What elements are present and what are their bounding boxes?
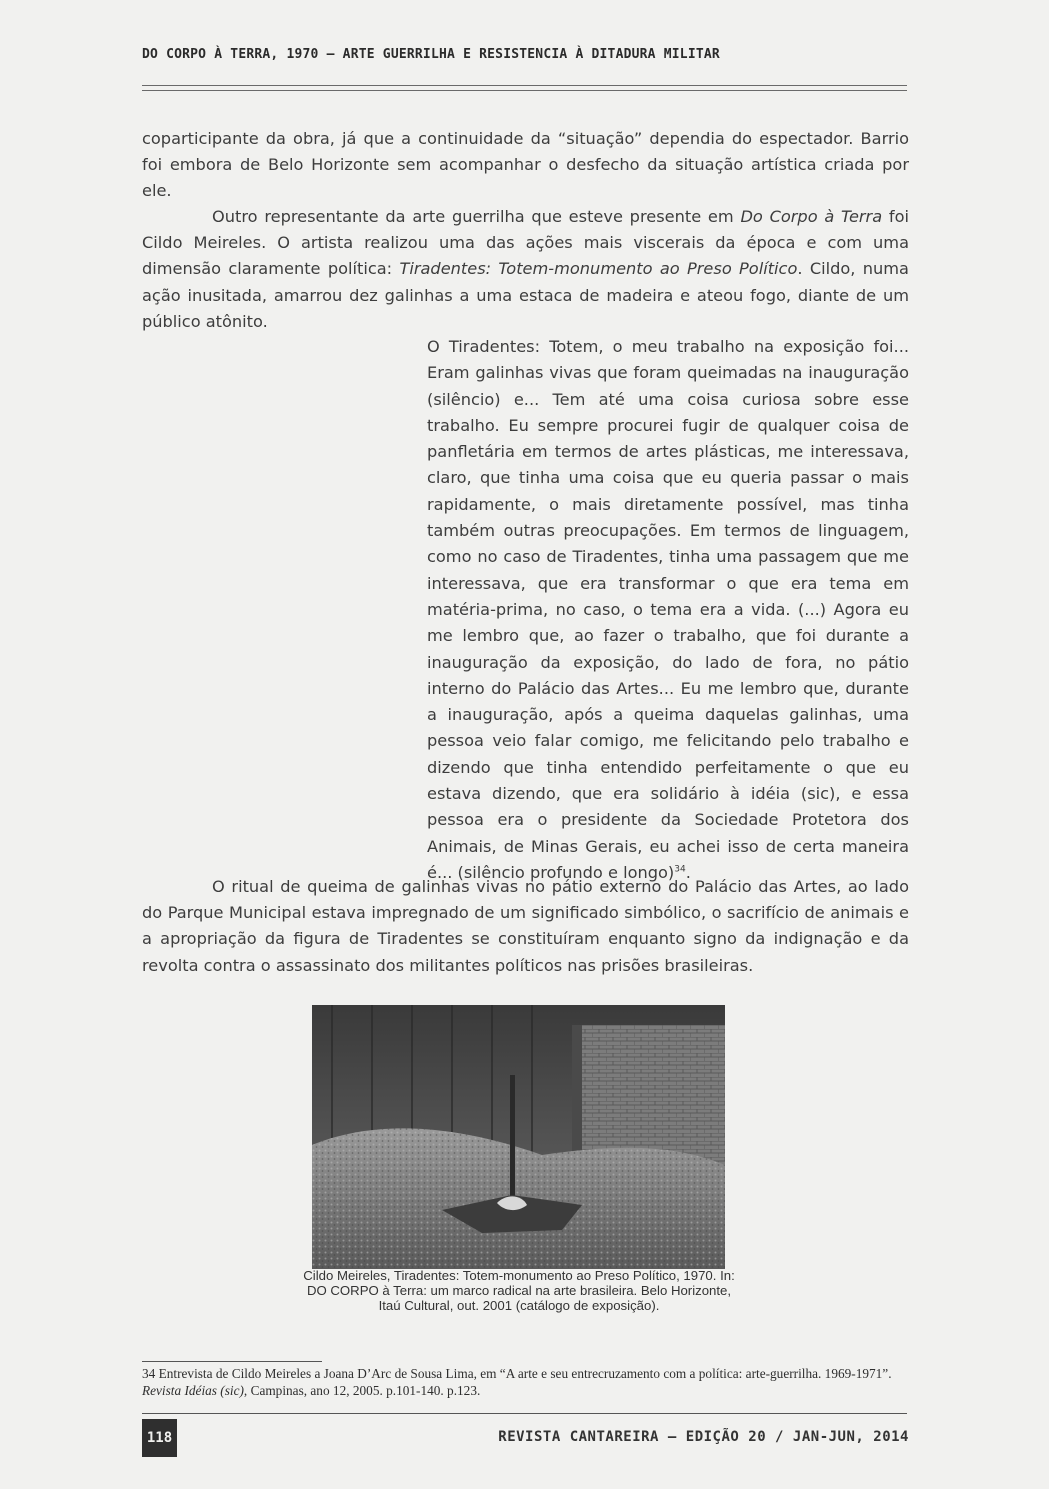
journal-issue: REVISTA CANTAREIRA – EDIÇÃO 20 / JAN-JUN, 2014: [498, 1429, 909, 1445]
running-title: DO CORPO À TERRA, 1970 – ARTE GUERRILHA E RESISTENCIA À DITADURA MILITAR: [142, 47, 720, 62]
paragraph-1: coparticipante da obra, já que a continuidade da “situação” dependia do espectador. Barrio foi embora de Belo Horizonte sem acompanhar o desfecho da situação artística criada por ele.: [142, 129, 909, 201]
figure-caption: Cildo Meireles, Tiradentes: Totem-monumento ao Preso Político, 1970. In: DO CORPO à Terra: um marco radical na arte brasileira. Belo Horizonte, Itaú Cultural, out. 2001 (catálogo de exposição).: [303, 1268, 735, 1314]
footer-rule: [142, 1413, 907, 1414]
header-rule-bottom: [142, 90, 907, 91]
artwork-photo: [312, 1005, 725, 1269]
paragraph-3: O ritual de queima de galinhas vivas no pátio externo do Palácio das Artes, ao lado do Parque Municipal estava impregnado de um significado simbólico, o sacrifício de animais e a apropriação da figura de Tiradentes se constituíram enquanto signo da indignação e da revolta contra o assassinato dos militantes políticos nas prisões brasileiras.: [142, 877, 909, 975]
block-quote: O Tiradentes: Totem, o meu trabalho na exposição foi... Eram galinhas vivas que foram queimadas na inauguração (silêncio) e... Tem até uma coisa curiosa sobre esse trabalho. Eu sempre procurei fugir de qualquer coisa de panfletária em termos de artes plásticas, me interessava, claro, que tinha uma coisa que eu queria passar o mais rapidamente, o mais diretamente possível, mas tinha também outras preocupações. Em termos de linguagem, como no caso de Tiradentes, tinha uma passagem que me interessava, que era transformar o que era tema em matéria-prima, no caso, o tema era a vida. (...) Agora eu me lembro que, ao fazer o trabalho, que foi durante a inauguração da exposição, do lado de fora, no pátio interno do Palácio das Artes... Eu me lembro que, durante a inauguração, após a queima daquelas galinhas, uma pessoa veio falar comigo, me felicitando pelo trabalho e dizendo que tinha entendido perfeitamente o que eu estava dizendo, que era solidário à idéia (sic), e essa pessoa era o presidente da Sociedade Protetora dos Animais, de Minas Gerais, eu achei isso de certa maneira é... (silêncio profundo e longo)$^{34}$.: [427, 337, 909, 882]
footnote-ref[interactable]: 34: [674, 864, 686, 875]
footnote-number: 34: [142, 1366, 156, 1381]
header-rule-top: [142, 85, 907, 86]
paragraph-2: Outro representante da arte guerrilha que esteve presente em Do Corpo à Terra foi Cildo Meireles. O artista realizou uma das ações mais viscerais da época e com uma dimensão claramente política: Tiradentes: Totem-monumento ao Preso Político. Cildo, numa ação inusitada, amarrou dez galinhas a uma estaca de madeira e ateou fogo, diante de um público atônito.: [142, 207, 910, 331]
page-number: 118: [142, 1419, 177, 1457]
footnote-34: 34 Entrevista de Cildo Meireles a Joana D’Arc de Sousa Lima, em “A arte e seu entrecruzamento com a política: arte-guerrilha. 1969-1971”. Revista Idéias (sic), Campinas, ano 12, 2005. p.101-140. p.123.: [142, 1366, 892, 1398]
footnote-rule: [142, 1361, 322, 1362]
